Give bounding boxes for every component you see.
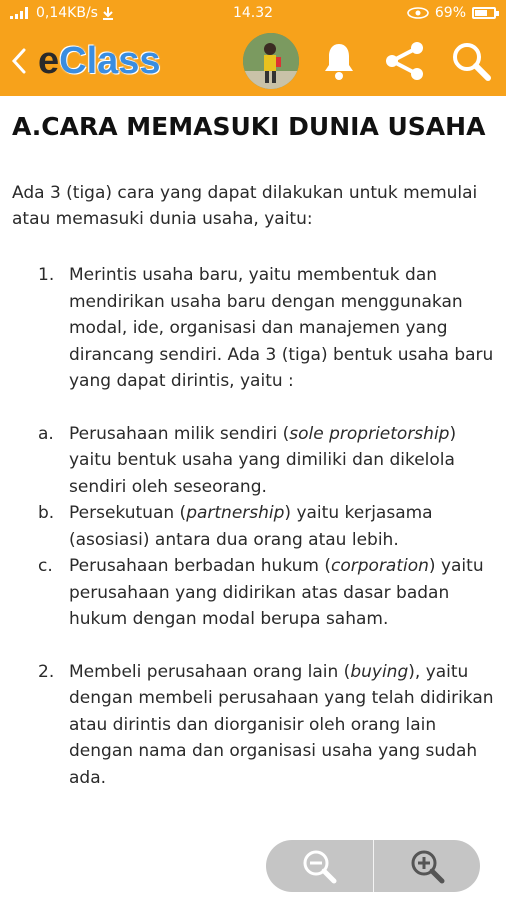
list-marker: b. <box>38 503 55 523</box>
share-button[interactable] <box>377 26 433 96</box>
italic-term: sole proprietorship <box>289 423 450 444</box>
italic-term: partnership <box>186 503 285 523</box>
list-marker: 2. <box>38 661 55 682</box>
list-item-1 <box>12 262 494 395</box>
network-speed: 0,14KB/s <box>36 5 98 21</box>
app-bar <box>0 26 506 96</box>
list-marker: a. <box>38 423 54 444</box>
list-item-text: Merintis usaha baru, yaitu membentuk dan mendirikan usaha baru dengan menggunakan modal, ide, organisasi dan manajemen yang dirancang sendiri. Ada 3 (tiga) bentuk usaha baru yang dapat dirintis, yaitu : <box>69 265 494 391</box>
list-item-text: Perusahaan berbadan hukum (corporation) yaitu perusahaan yang didirikan atas dasar badan hukum dengan modal berupa saham. <box>69 556 484 629</box>
list-marker: 1. <box>38 265 55 285</box>
search-button[interactable] <box>443 26 499 96</box>
bell-icon <box>321 41 357 81</box>
article-content <box>12 96 494 791</box>
status-time: 14.32 <box>232 5 274 21</box>
italic-term: buying <box>350 661 409 682</box>
list-item-text: Perusahaan milik sendiri (sole proprietorship) yaitu bentuk usaha yang dimiliki dan dikelola sendiri oleh seseorang. <box>69 423 457 497</box>
article-title: A.CARA MEMASUKI DUNIA USAHA <box>12 112 486 141</box>
sub-item-b <box>12 500 494 553</box>
sub-item-c <box>12 553 494 633</box>
battery-icon <box>472 7 496 19</box>
list-item-2 <box>12 659 494 792</box>
back-button[interactable] <box>0 26 38 96</box>
zoom-out-button[interactable] <box>266 840 373 892</box>
zoom-controls <box>266 840 480 892</box>
app-logo: eClass <box>38 40 161 82</box>
status-bar <box>0 0 506 26</box>
chevron-left-icon <box>11 47 27 75</box>
share-icon <box>383 39 427 83</box>
list-item-text: Persekutuan (partnership) yaitu kerjasama (asosiasi) antara dua orang atau lebih. <box>69 503 433 550</box>
user-avatar[interactable] <box>243 33 299 89</box>
battery-percent: 69% <box>434 5 466 21</box>
notification-button[interactable] <box>311 26 367 96</box>
italic-term: corporation <box>331 556 429 576</box>
zoom-in-button[interactable] <box>374 840 481 892</box>
article-intro: Ada 3 (tiga) cara yang dapat dilakukan untuk memulai atau memasuki dunia usaha, yaitu: <box>12 183 478 229</box>
zoom-in-icon <box>408 847 446 885</box>
list-item-text: Membeli perusahaan orang lain (buying), yaitu dengan membeli perusahaan yang telah didirikan atau dirintis dan diorganisir oleh orang lain dengan nama dan organisasi usaha yang sudah ada. <box>69 661 494 788</box>
list-marker: c. <box>38 556 53 576</box>
sub-item-a <box>12 421 494 501</box>
zoom-out-icon <box>300 847 338 885</box>
search-icon <box>450 40 492 82</box>
